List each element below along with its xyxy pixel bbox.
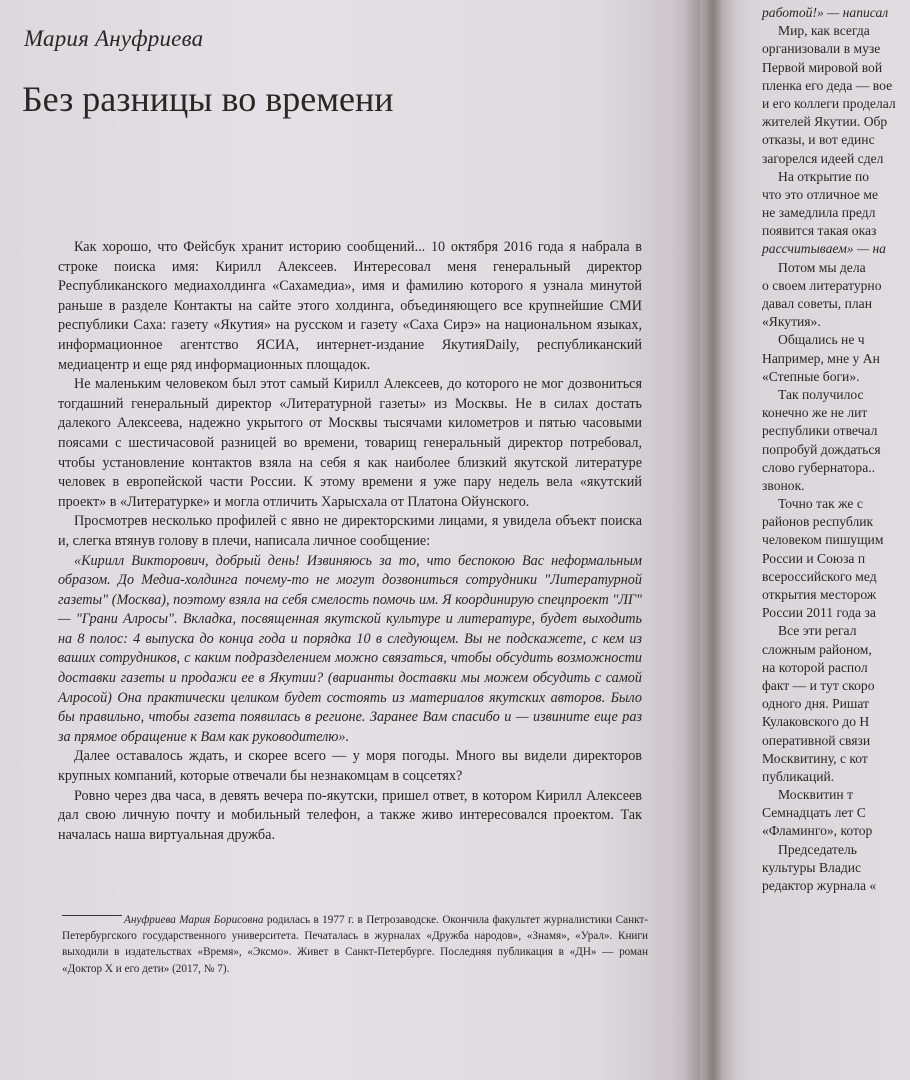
author-footnote <box>62 912 648 977</box>
right-page-line: работой!» — написал <box>762 5 889 20</box>
right-page-line: о своем литературно <box>762 277 882 293</box>
author-name: Мария Ануфриева <box>24 26 204 51</box>
right-page-line: Кулаковского до Н <box>762 714 870 730</box>
quoted-message: «Кирилл Викторович, добрый день! Извиняюсь за то, что беспокою Вас неформальным образом. До Медиа-холдинга почему-то не могут дозвониться сотрудники "Литературной газеты" (Москва), поэтому взяла на себя смелость помочь им. Я координирую спецпроект "ЛГ" — "Грани Алросы". Вкладка, посвященная якутской культуре и литературе, будет выходить на 8 полос: 4 выпуска до конца года и порядка 10 в следующем. Вы не подскажете, с кем из ваших сотрудников, с каким подразделением можно связаться, чтобы обсудить возможности доставки газеты и продажи ее в Якутии? (варианты доставки мы можем обсудить с самой Алросой) Она практически целиком будет состоять из материалов якутских авторов. Было бы правильно, чтобы газета появилась в регионе. Заранее Вам спасибо и — извините еще раз за прямое обращение к Вам как руководителю». <box>58 552 642 745</box>
article-title: Без разницы во времени <box>22 79 394 119</box>
right-page-line: России 2011 года за <box>762 605 876 621</box>
right-page-line: загорелся идеей сдел <box>762 150 884 166</box>
right-page-line: Москвитин т <box>778 787 854 803</box>
right-page-line: организовали в музе <box>762 41 881 57</box>
right-page-line: что это отличное ме <box>762 186 879 202</box>
right-page-line: Точно так же с <box>778 496 863 512</box>
right-page-line: На открытие по <box>778 168 870 184</box>
right-page-line: давал советы, план <box>762 296 872 311</box>
right-page-line: культуры Владис <box>762 859 862 875</box>
right-page-line: отказы, и вот единс <box>762 132 875 148</box>
right-page-line: появится такая оказ <box>762 223 877 239</box>
right-page-line: пленка его деда — вое <box>762 77 893 93</box>
right-page-line: «Якутия». <box>762 314 821 330</box>
right-page-line: республики отвечал <box>762 423 878 439</box>
right-page-line: Москвитину, с кот <box>762 750 868 766</box>
right-page-line: «Степные боги». <box>762 368 860 384</box>
paragraph: Как хорошо, что Фейсбук хранит историю сообщений... 10 октября 2016 года я набрала в строке поиска имя: Кирилл Алексеев. Интересовал меня генеральный директор Республиканского медиахолдинга «Сахамедиа», имя и фамилию которого я узнала минутой раньше в разделе Контакты на сайте этого холдинга, объединяющего все крупнейшие СМИ республики Саха: газету «Якутия» на русском и газету «Саха Сирэ» на национальном языках, информационное агентство ЯСИА, интернет-издание ЯкутияDaily, республиканский медиацентр и еще ряд информационных площадок. <box>58 239 642 373</box>
right-page-text <box>762 4 910 895</box>
right-page-line: Например, мне у Ан <box>762 350 880 366</box>
right-page-line: факт — и тут скоро <box>762 677 875 693</box>
right-page-line: попробуй дождаться <box>762 441 881 457</box>
right-page-line: открытия месторож <box>762 587 877 602</box>
footnote-author-name: Ануфриева Мария Борисовна <box>124 914 264 926</box>
book-gutter <box>684 0 736 1080</box>
right-page-line: Общались не ч <box>778 332 865 348</box>
article-body <box>58 238 642 845</box>
right-page-line: слово губернатора.. <box>762 459 876 475</box>
right-page-line: жителей Якутии. Обр <box>762 114 888 130</box>
right-page-line: конечно же не лит <box>762 405 868 421</box>
right-page-line: звонок. <box>762 477 805 493</box>
right-page-line: Семнадцать лет С <box>762 805 866 821</box>
right-page-line: Председатель <box>778 841 857 857</box>
right-page-line: и его коллеги проделал <box>762 95 896 111</box>
right-page-line: оперативной связи <box>762 732 871 748</box>
right-page-line: человеком пишущим <box>762 532 884 548</box>
paragraph: Просмотрев несколько профилей с явно не директорскими лицами, я увидела объект поиска и, слегка втянув голову в плечи, написала личное сообщение: <box>58 513 642 549</box>
right-page-line: Так получилос <box>778 386 864 402</box>
right-page-line: Первой мировой вой <box>762 59 883 75</box>
right-page-line: одного дня. Ришат <box>762 696 869 712</box>
right-page-line: рассчитываем» — на <box>762 241 886 257</box>
right-page-line: всероссийского мед <box>762 568 877 584</box>
right-page-line: публикаций. <box>762 768 835 784</box>
right-page-line: Все эти регал <box>778 623 857 639</box>
footnote-text: родилась в 1977 г. в Петрозаводске. Окончила факультет журналистики Санкт-Петербургского государственного университета. Печаталась в журналах «Дружба народов», «Знамя», «Урал». Книги выходили в издательствах «Время», «Эксмо». Живет в Санкт-Петербурге. Последняя публикация в «ДН» — роман «Доктор Х и его дети» (2017, № 7). <box>62 914 648 975</box>
right-page-line: Потом мы дела <box>778 259 866 275</box>
right-page-line: «Фламинго», котор <box>762 823 873 839</box>
paragraph: Не маленьким человеком был этот самый Кирилл Алексеев, до которого не мог дозвониться тогдашний генеральный директор «Литературной газеты» из Москвы. Не в силах достать далекого Алексеева, надежно укрытого от Москвы тысячами километров и пятью часовыми поясами с шестичасовой разницей во времени, товарищ генеральный директор потребовал, чтобы установление контактов взяла на себя я как наиболее близкий якутской литературе человек в европейской части России. К этому времени я уже пару недель вела «якутский проект» в «Литературке» и могла отличить Харысхала от Платона Ойунского. <box>58 376 642 510</box>
paragraph: Ровно через два часа, в девять вечера по-якутски, пришел ответ, в котором Кирилл Алексеев дал свою личную почту и мобильный телефон, а также живо интересовался проектом. Так началась наша виртуальная дружба. <box>58 787 642 843</box>
right-page-line: России и Союза п <box>762 550 866 566</box>
right-page-line: сложным районом, <box>762 641 872 657</box>
right-page-line: Мир, как всегда <box>778 23 870 39</box>
paragraph: Далее оставалось ждать, и скорее всего — у моря погоды. Много вы видели директоров крупных компаний, которые отвечали бы незнакомцам в соцсетях? <box>58 748 642 785</box>
right-page-line: районов республик <box>762 514 874 530</box>
right-page-line: редактор журнала « <box>762 878 877 893</box>
right-page-line: не замедлила предл <box>762 205 876 221</box>
right-page-line: на которой распол <box>762 659 868 675</box>
